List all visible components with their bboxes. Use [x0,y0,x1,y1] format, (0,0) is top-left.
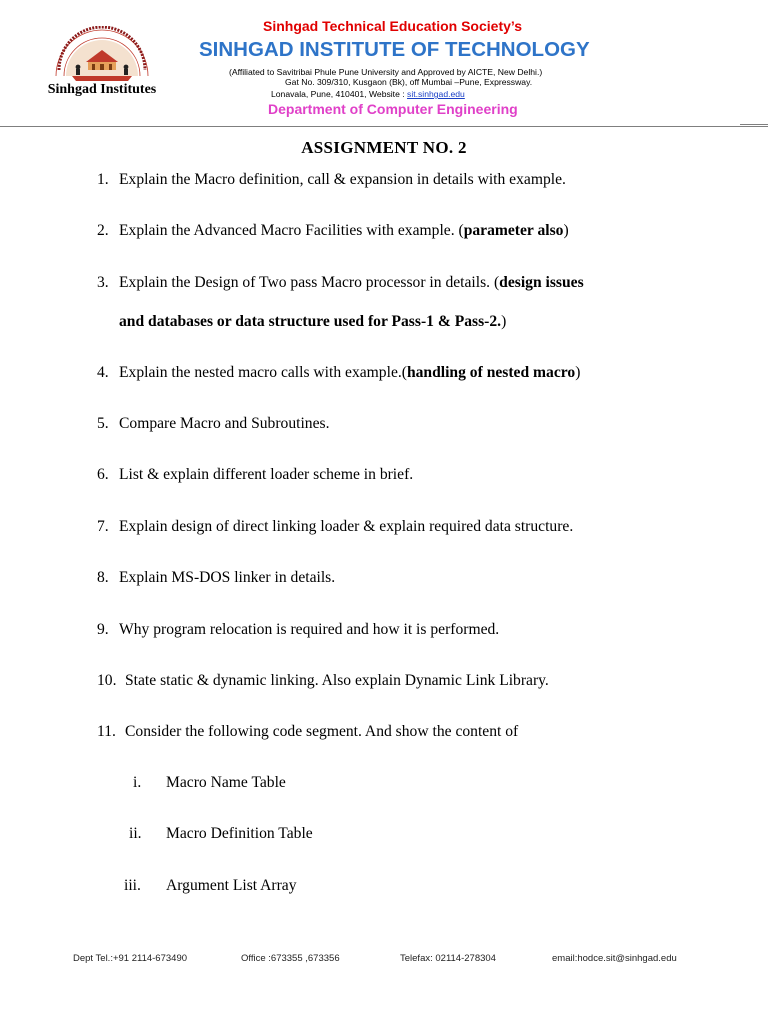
footer-dept-tel: Dept Tel.:+91 2114-673490 [73,953,188,964]
address-line: Gat No. 309/310, Kusgaon (Bk), off Mumbai –Pune, Expressway. [285,77,533,87]
question-9 [97,621,499,639]
sub-item-text: Macro Name Table [166,774,286,791]
question-text: Explain the Design of Two pass Macro processor in details. ( [119,274,500,291]
assignment-title: ASSIGNMENT NO. 2 [301,138,467,157]
question-number: 10. [97,672,117,689]
question-1 [97,171,566,189]
question-6 [97,466,413,484]
sub-item-3: iii. Argument List Array [124,877,297,894]
city-text: Lonavala, Pune, 410401, Website : [271,89,408,99]
question-3 [97,274,584,292]
question-text-end: ) [563,222,569,239]
footer-email: email:hodce.sit@sinhgad.edu [552,953,677,964]
question-number: 1. [97,171,109,188]
question-7 [97,518,573,536]
question-number: 5. [97,415,109,432]
question-number: 7. [97,518,109,535]
question-emphasis: handling of nested macro [406,364,576,381]
question-text: Explain the Macro definition, call & expansion in details with example. [119,171,566,188]
question-text: Consider the following code segment. And show the content of [125,723,519,740]
question-number: 11. [97,723,116,740]
question-text: Explain the nested macro calls with example.( [119,364,407,381]
affiliation-line: (Affiliated to Savitribai Phule Pune University and Approved by AICTE, New Delhi.) [229,67,543,77]
footer-telefax: Telefax: 02114-278304 [400,953,496,964]
sub-item-text: Macro Definition Table [166,825,313,842]
footer [0,953,768,969]
institute-name: SINHGAD INSTITUTE OF TECHNOLOGY [199,38,590,61]
question-10 [97,672,549,690]
question-5 [97,415,329,433]
question-number: 6. [97,466,109,483]
question-text: State static & dynamic linking. Also explain Dynamic Link Library. [125,672,549,689]
question-8 [97,569,335,587]
question-text: Explain the Advanced Macro Facilities with example. ( [119,222,464,239]
question-text: Compare Macro and Subroutines. [119,415,330,432]
footer-office: Office :673355 ,673356 [241,953,340,964]
institute-logo [34,26,170,102]
question-2 [97,222,569,240]
question-number: 4. [97,364,109,381]
website-link[interactable]: sit.sinhgad.edu [407,89,465,99]
question-number: 2. [97,222,109,239]
sub-item-2: ii. Macro Definition Table [129,825,313,842]
department-name: Department of Computer Engineering [268,101,518,117]
sub-item-text: Argument List Array [166,877,297,894]
question-text: Explain design of direct linking loader & explain required data structure. [119,518,574,535]
header-divider-tick [740,124,768,125]
question-text: Why program relocation is required and how it is performed. [119,621,500,638]
question-text: Explain MS-DOS linker in details. [119,569,336,586]
question-11 [97,723,518,741]
question-text-end: ) [501,313,507,330]
sub-item-1: i. Macro Name Table [133,774,286,791]
question-emphasis: design issues [499,274,584,291]
question-text: List & explain different loader scheme in brief. [119,466,414,483]
question-3-continuation [119,313,506,331]
city-website-line [271,89,591,99]
society-name: Sinhgad Technical Education Society’s [263,18,523,34]
logo-caption: Sinhgad Institutes [47,82,157,97]
question-4 [97,364,580,382]
question-number: 3. [97,274,109,291]
header-divider [0,126,768,127]
question-emphasis: parameter also [463,222,564,239]
question-text-end: ) [575,364,581,381]
question-number: 9. [97,621,109,638]
question-emphasis: and databases or data structure used for Pass-1 & Pass-2. [119,313,502,330]
logo-emblem [42,26,162,84]
question-number: 8. [97,569,109,586]
